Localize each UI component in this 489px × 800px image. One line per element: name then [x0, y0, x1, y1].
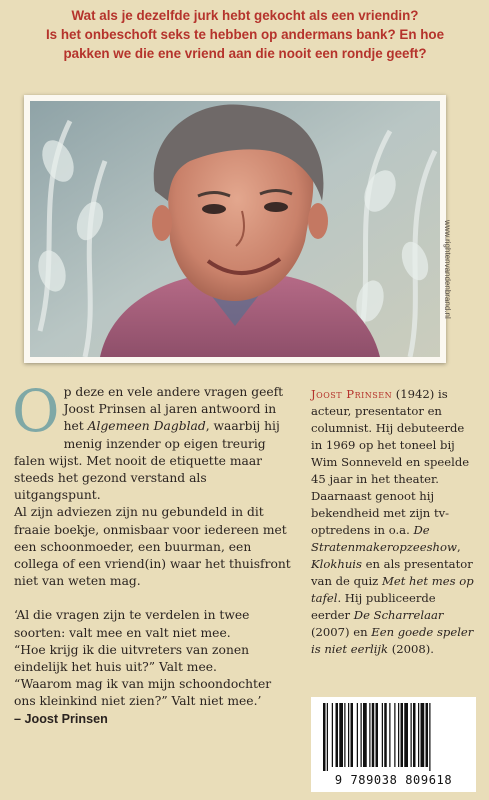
barcode-bar	[332, 703, 333, 767]
show-title: Met het mes op tafel	[311, 574, 474, 605]
author-name: Joost Prinsen	[311, 387, 393, 401]
book-title: Een goede speler is niet eerlijk	[311, 625, 474, 656]
drop-cap: O	[12, 377, 60, 445]
barcode-bar	[404, 703, 408, 767]
portrait-illustration	[30, 101, 440, 357]
barcode-bar	[401, 703, 404, 767]
barcode-bar	[323, 703, 326, 771]
quote-author: – Joost Prinsen	[14, 711, 108, 726]
isbn-barcode	[311, 697, 476, 792]
book-title: De Scharrelaar	[353, 608, 444, 622]
barcode-bar	[351, 703, 354, 767]
barcode-bar	[429, 703, 430, 771]
barcode-bar	[413, 703, 416, 767]
headline-line-1: Wat als je dezelfde jurk hebt gekocht als een vriendin?	[71, 8, 419, 23]
author-quote	[14, 607, 296, 727]
barcode-bar	[389, 703, 390, 767]
barcode-bar	[372, 703, 375, 767]
barcode-bar	[369, 703, 370, 767]
barcode-bar	[363, 703, 367, 767]
barcode-bar	[384, 703, 387, 767]
barcode-bar	[411, 703, 412, 767]
quote-line-3: “Waarom mag ik van mijn schoondochter ons kleinkind niet zien?” Valt niet mee.’	[14, 677, 272, 709]
blurb-column	[12, 377, 296, 728]
barcode-bar	[421, 703, 425, 767]
barcode-bar	[376, 703, 379, 767]
barcode-bar	[344, 703, 345, 767]
collection-paragraph: Al zijn adviezen zijn nu gebundeld in dit fraaie boekje, onmisbaar voor iedereen met een schoonmoeder, een buurman, een collega of een vriend(in) waar het thuisfront niet van weten mag.	[14, 505, 291, 589]
quote-line-1: ‘Al die vragen zijn te verdelen in twee soorten: valt mee en valt niet mee.	[14, 608, 250, 640]
author-bio: Joost Prinsen (1942) is acteur, presentator en columnist. Hij debuteerde in 1969 op het toneel bij Wim Sonneveld en speelde 45 jaar in het theater. Daarnaast genoot hij bekendheid met zijn tv-optredens in o.a. De Stratenmakeropzeeshow, Klokhuis en als presentator van de quiz Met het mes op tafel. Hij publiceerde eerder De Scharrelaar (2007) en Een goede speler is niet eerlijk (2008).	[311, 387, 474, 656]
barcode-bar	[398, 703, 399, 767]
barcode-bar	[348, 703, 349, 767]
barcode-bar	[382, 703, 383, 767]
quote-line-2: “Hoe krijg ik die uitvreters van zonen eindelijk het huis uit?” Valt mee.	[14, 642, 250, 675]
newspaper-title: Algemeen Dagblad	[87, 419, 206, 434]
photo-credit: www.rightenvandenbrand.nl	[443, 220, 452, 319]
headline-line-3: pakken we die ene vriend aan die nooit een rondje geeft?	[63, 46, 427, 61]
author-portrait-photo	[30, 101, 440, 357]
show-title: De Stratenmakeropzeeshow	[311, 523, 457, 554]
barcode-digits: 9 789038 809618	[334, 773, 453, 787]
barcode-bar	[339, 703, 343, 767]
headline-line-2: Is het onbeschoft seks te hebben op andermans bank? En hoe	[45, 27, 445, 42]
barcode-bar	[418, 703, 419, 767]
barcode-bar	[426, 703, 429, 767]
intro-paragraph: Op deze en vele andere vragen geeft Joost Prinsen al jaren antwoord in het Algemeen Dagblad, waarbij hij menig inzender op eigen treurig falen wijst. Met nooit de etiquette maar steeds het gezond verstand als uitgangspunt.	[12, 377, 284, 503]
barcode-bar	[336, 703, 339, 767]
barcode-bar	[357, 703, 358, 767]
barcode-bar	[327, 703, 328, 771]
barcode-bar	[361, 703, 362, 767]
barcode-bar	[394, 703, 395, 767]
barcode-bars	[321, 703, 466, 771]
show-title: Klokhuis	[311, 557, 362, 571]
back-cover-headline	[14, 6, 476, 63]
